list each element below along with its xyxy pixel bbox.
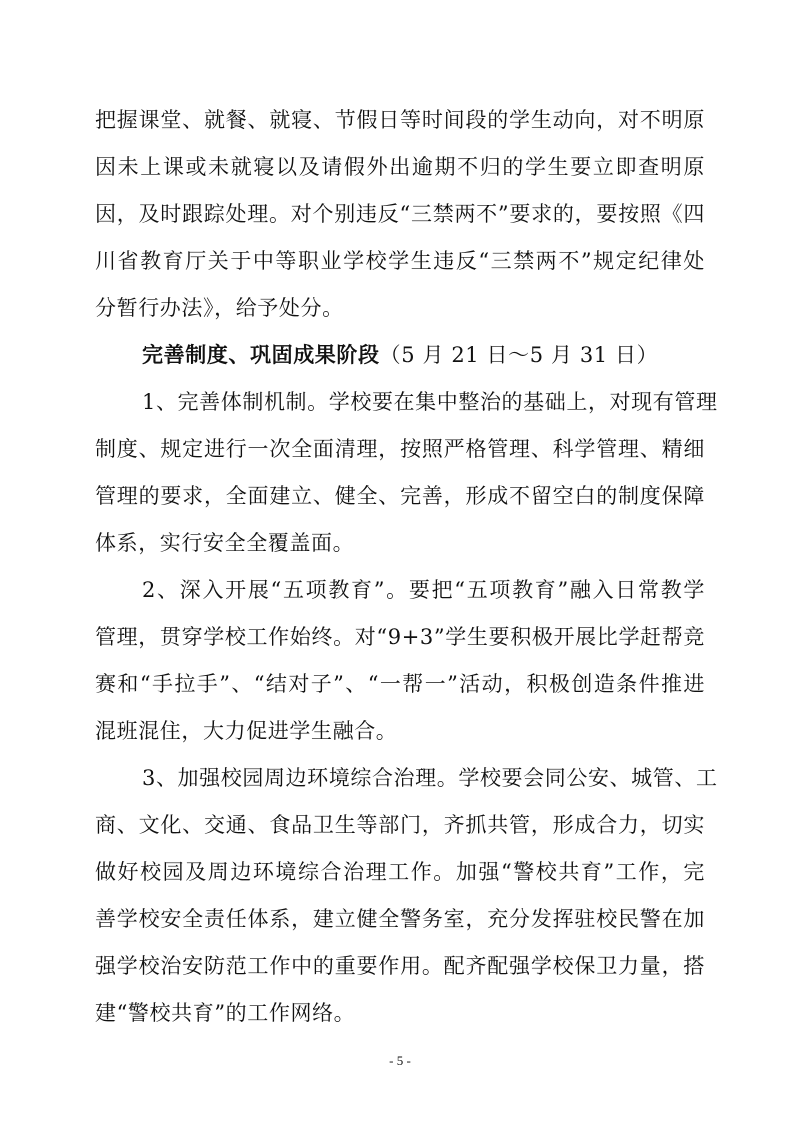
item-3-line-5: 强学校治安防范工作中的重要作用。配齐配强学校保卫力量，搭 (95, 954, 705, 978)
page-number: - 5 - (389, 1053, 411, 1068)
paragraph-1-line-4: 川省教育厅关于中等职业学校学生违反“三禁两不”规定纪律处 (95, 249, 705, 273)
section-heading-date-range: （5 月 21 日～5 月 31 日） (379, 343, 659, 367)
paragraph-1-line-2: 因未上课或未就寝以及请假外出逾期不归的学生要立即查明原 (95, 155, 705, 179)
section-heading-title: 完善制度、巩固成果阶段 (142, 342, 380, 367)
item-1-line-2: 制度、规定进行一次全面清理，按照严格管理、科学管理、精细 (95, 437, 705, 461)
paragraph-1-line-1: 把握课堂、就餐、就寝、节假日等时间段的学生动向，对不明原 (95, 108, 705, 132)
paragraph-1-line-3: 因，及时跟踪处理。对个别违反“三禁两不”要求的，要按照《四 (95, 202, 705, 226)
item-1-line-4: 体系，实行安全全覆盖面。 (95, 531, 355, 555)
paragraph-1-line-5: 分暂行办法》，给予处分。 (95, 296, 344, 320)
item-1-line-3: 管理的要求，全面建立、健全、完善，形成不留空白的制度保障 (95, 484, 705, 508)
item-3-line-4: 善学校安全责任体系，建立健全警务室，充分发挥驻校民警在加 (95, 907, 705, 931)
item-3-line-2: 商、文化、交通、食品卫生等部门，齐抓共管，形成合力，切实 (95, 813, 705, 837)
item-2-line-2: 管理，贯穿学校工作始终。对“9+3”学生要积极开展比学赶帮竞 (95, 625, 705, 649)
item-2-line-3: 赛和“手拉手”、“结对子”、“一帮一”活动，积极创造条件推进 (95, 672, 705, 696)
item-3-line-1: 3、加强校园周边环境综合治理。学校要会同公安、城管、工 (142, 766, 718, 790)
section-heading (142, 338, 662, 372)
item-3-line-3: 做好校园及周边环境综合治理工作。加强“警校共育”工作，完 (95, 860, 705, 884)
item-1-line-1: 1、完善体制机制。学校要在集中整治的基础上，对现有管理 (142, 390, 718, 414)
item-2-line-1: 2、深入开展“五项教育”。要把“五项教育”融入日常教学 (142, 578, 705, 602)
item-3-line-6: 建“警校共育”的工作网络。 (95, 1001, 356, 1025)
item-2-line-4: 混班混住，大力促进学生融合。 (95, 719, 398, 743)
